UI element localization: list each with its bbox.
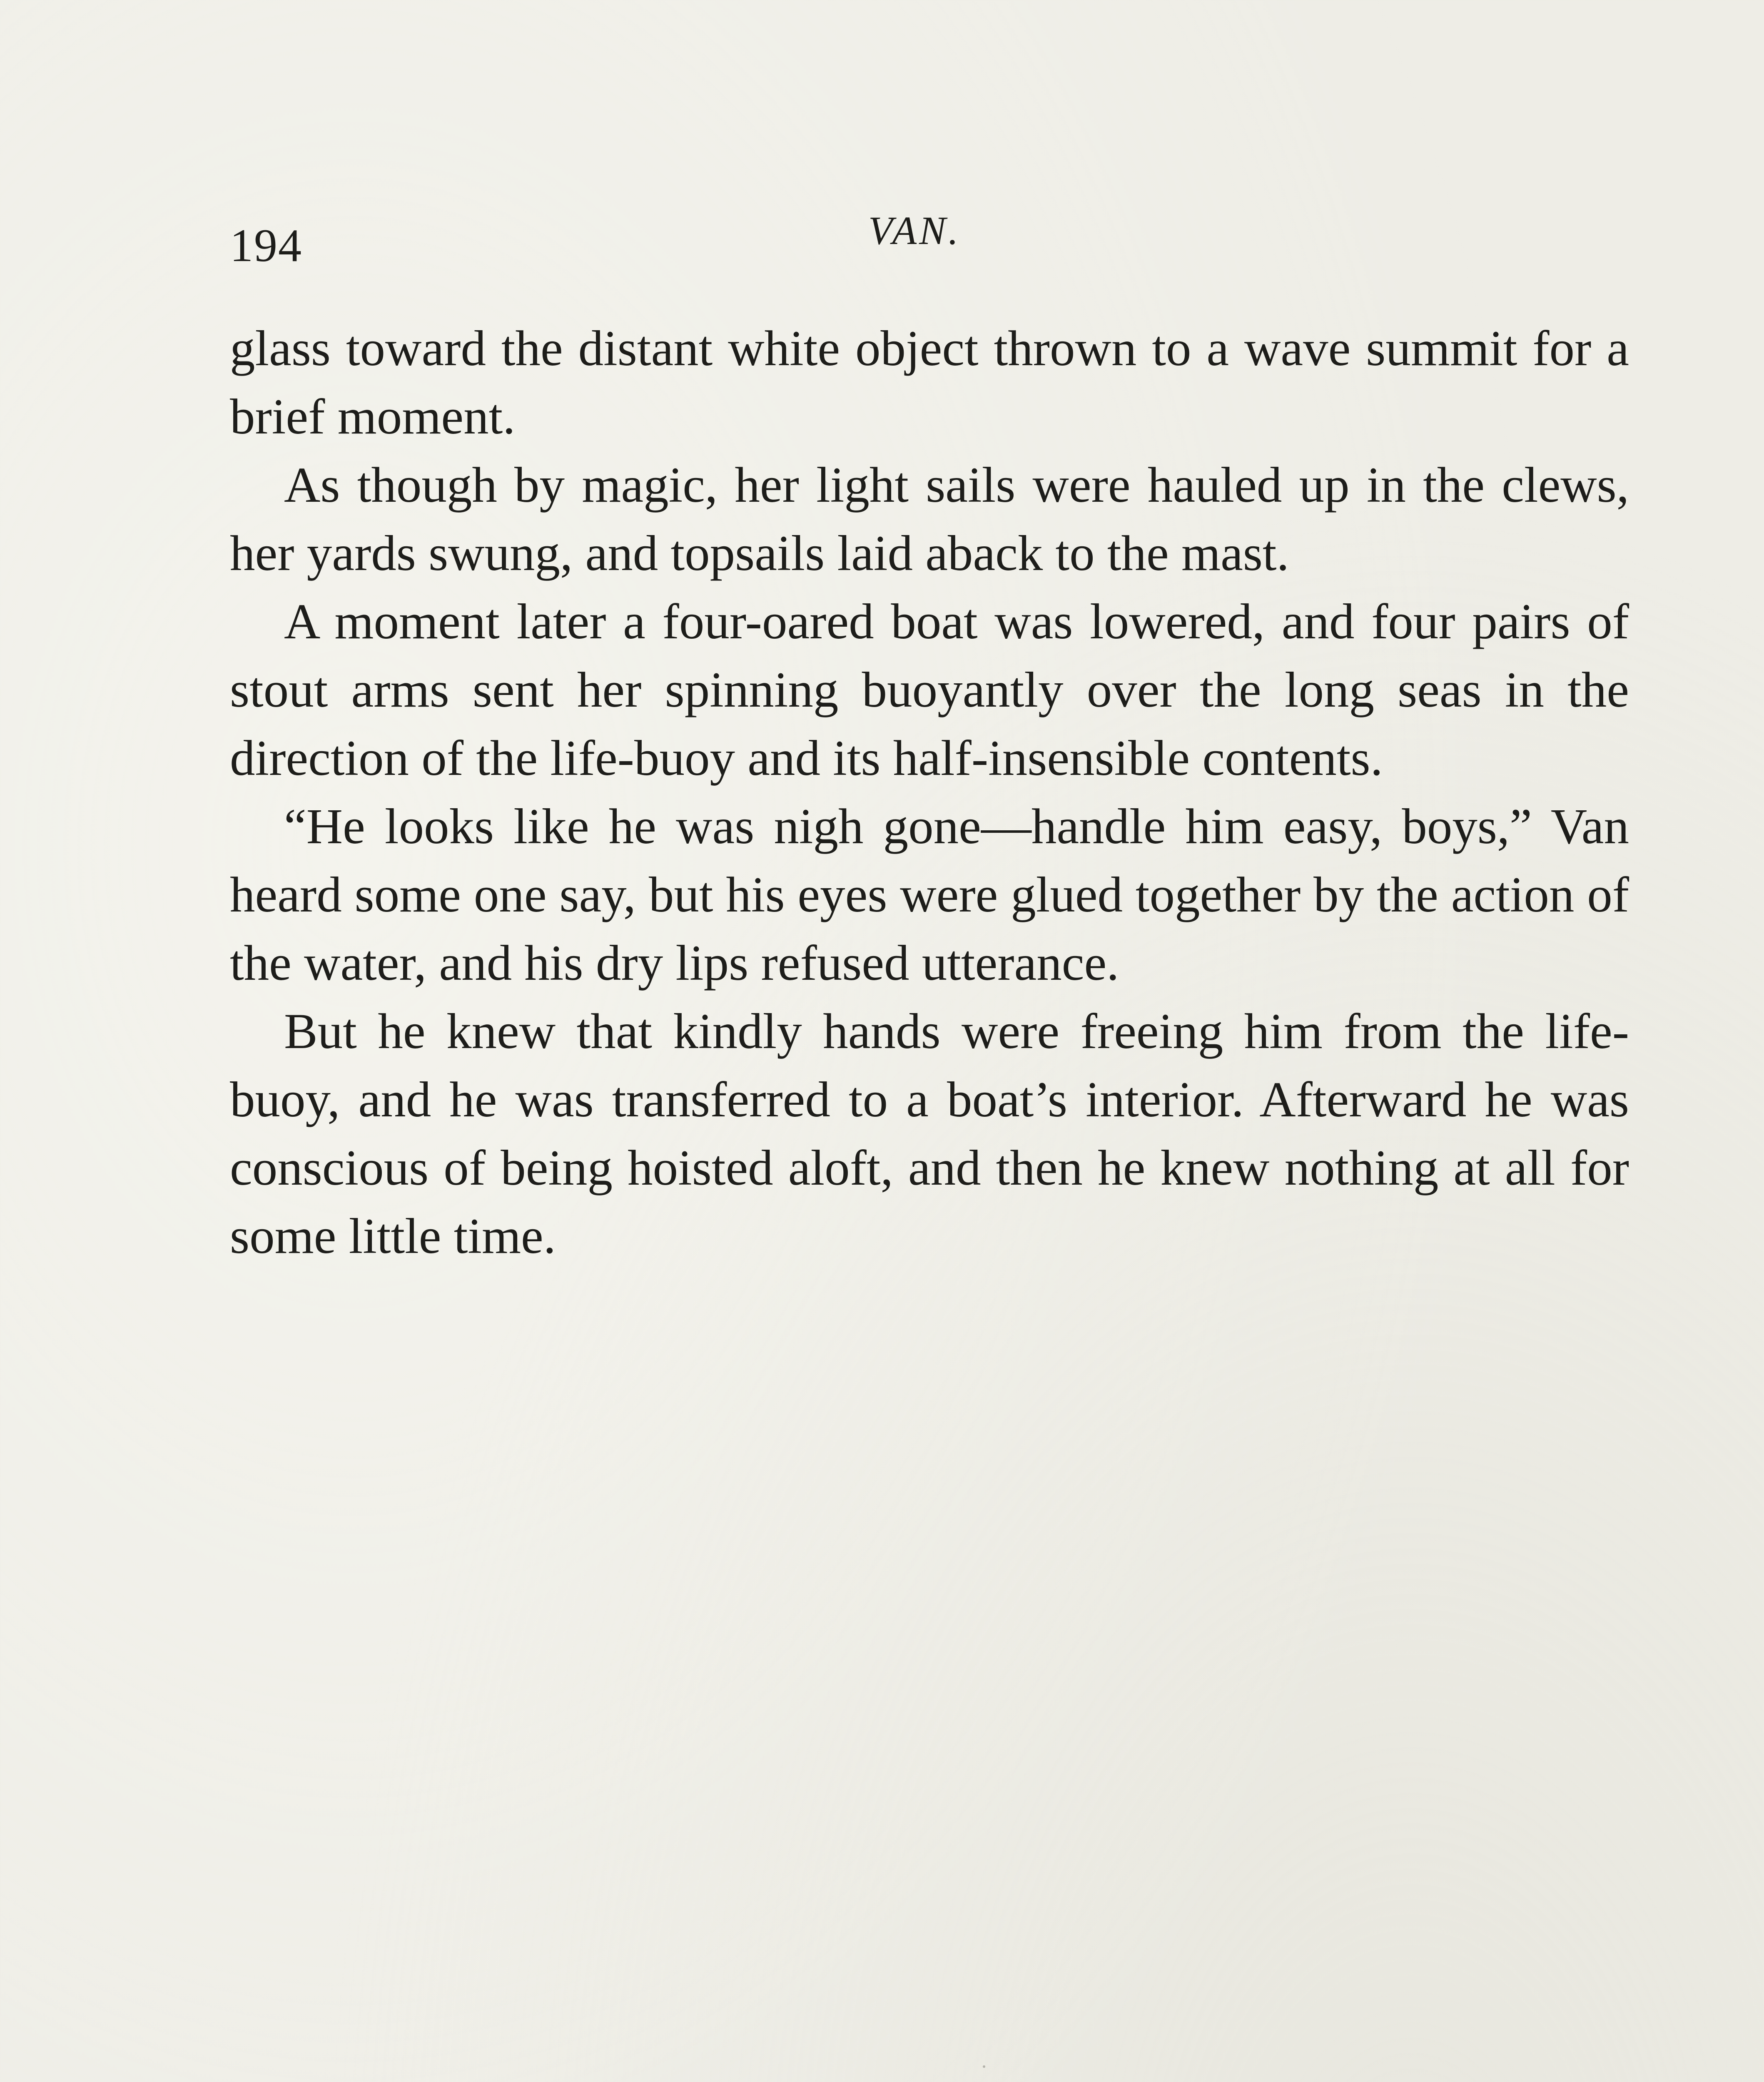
body-text [230,314,1629,1270]
running-title: VAN. [868,208,961,253]
paragraph-light-sails: As though by magic, her light sails were hauled up in the clews, her yards swung, and topsails laid aback to the mast. [230,457,1629,581]
paper-speck [983,2065,985,2068]
paragraph-rescue: But he knew that kindly hands were freeing him from the life-buoy, and he was transferred to a boat’s interior. Afterward he was conscious of being hoisted aloft, and then he knew nothing at all for some little time. [230,1004,1629,1264]
paragraph-dialogue: “He looks like he was nigh gone—handle him easy, boys,” Van heard some one say, but his eyes were glued together by the action of the water, and his dry lips refused utterance. [230,799,1629,991]
page-number: 194 [230,220,302,271]
paragraph-continuation: glass toward the distant white object thrown to a wave summit for a brief moment. [230,321,1629,445]
paragraph-boat-lowered: A moment later a four-oared boat was lowered, and four pairs of stout arms sent her spinning buoyantly over the long seas in the direction of the life-buoy and its half-insensible contents. [230,594,1629,786]
running-head [230,210,1629,281]
